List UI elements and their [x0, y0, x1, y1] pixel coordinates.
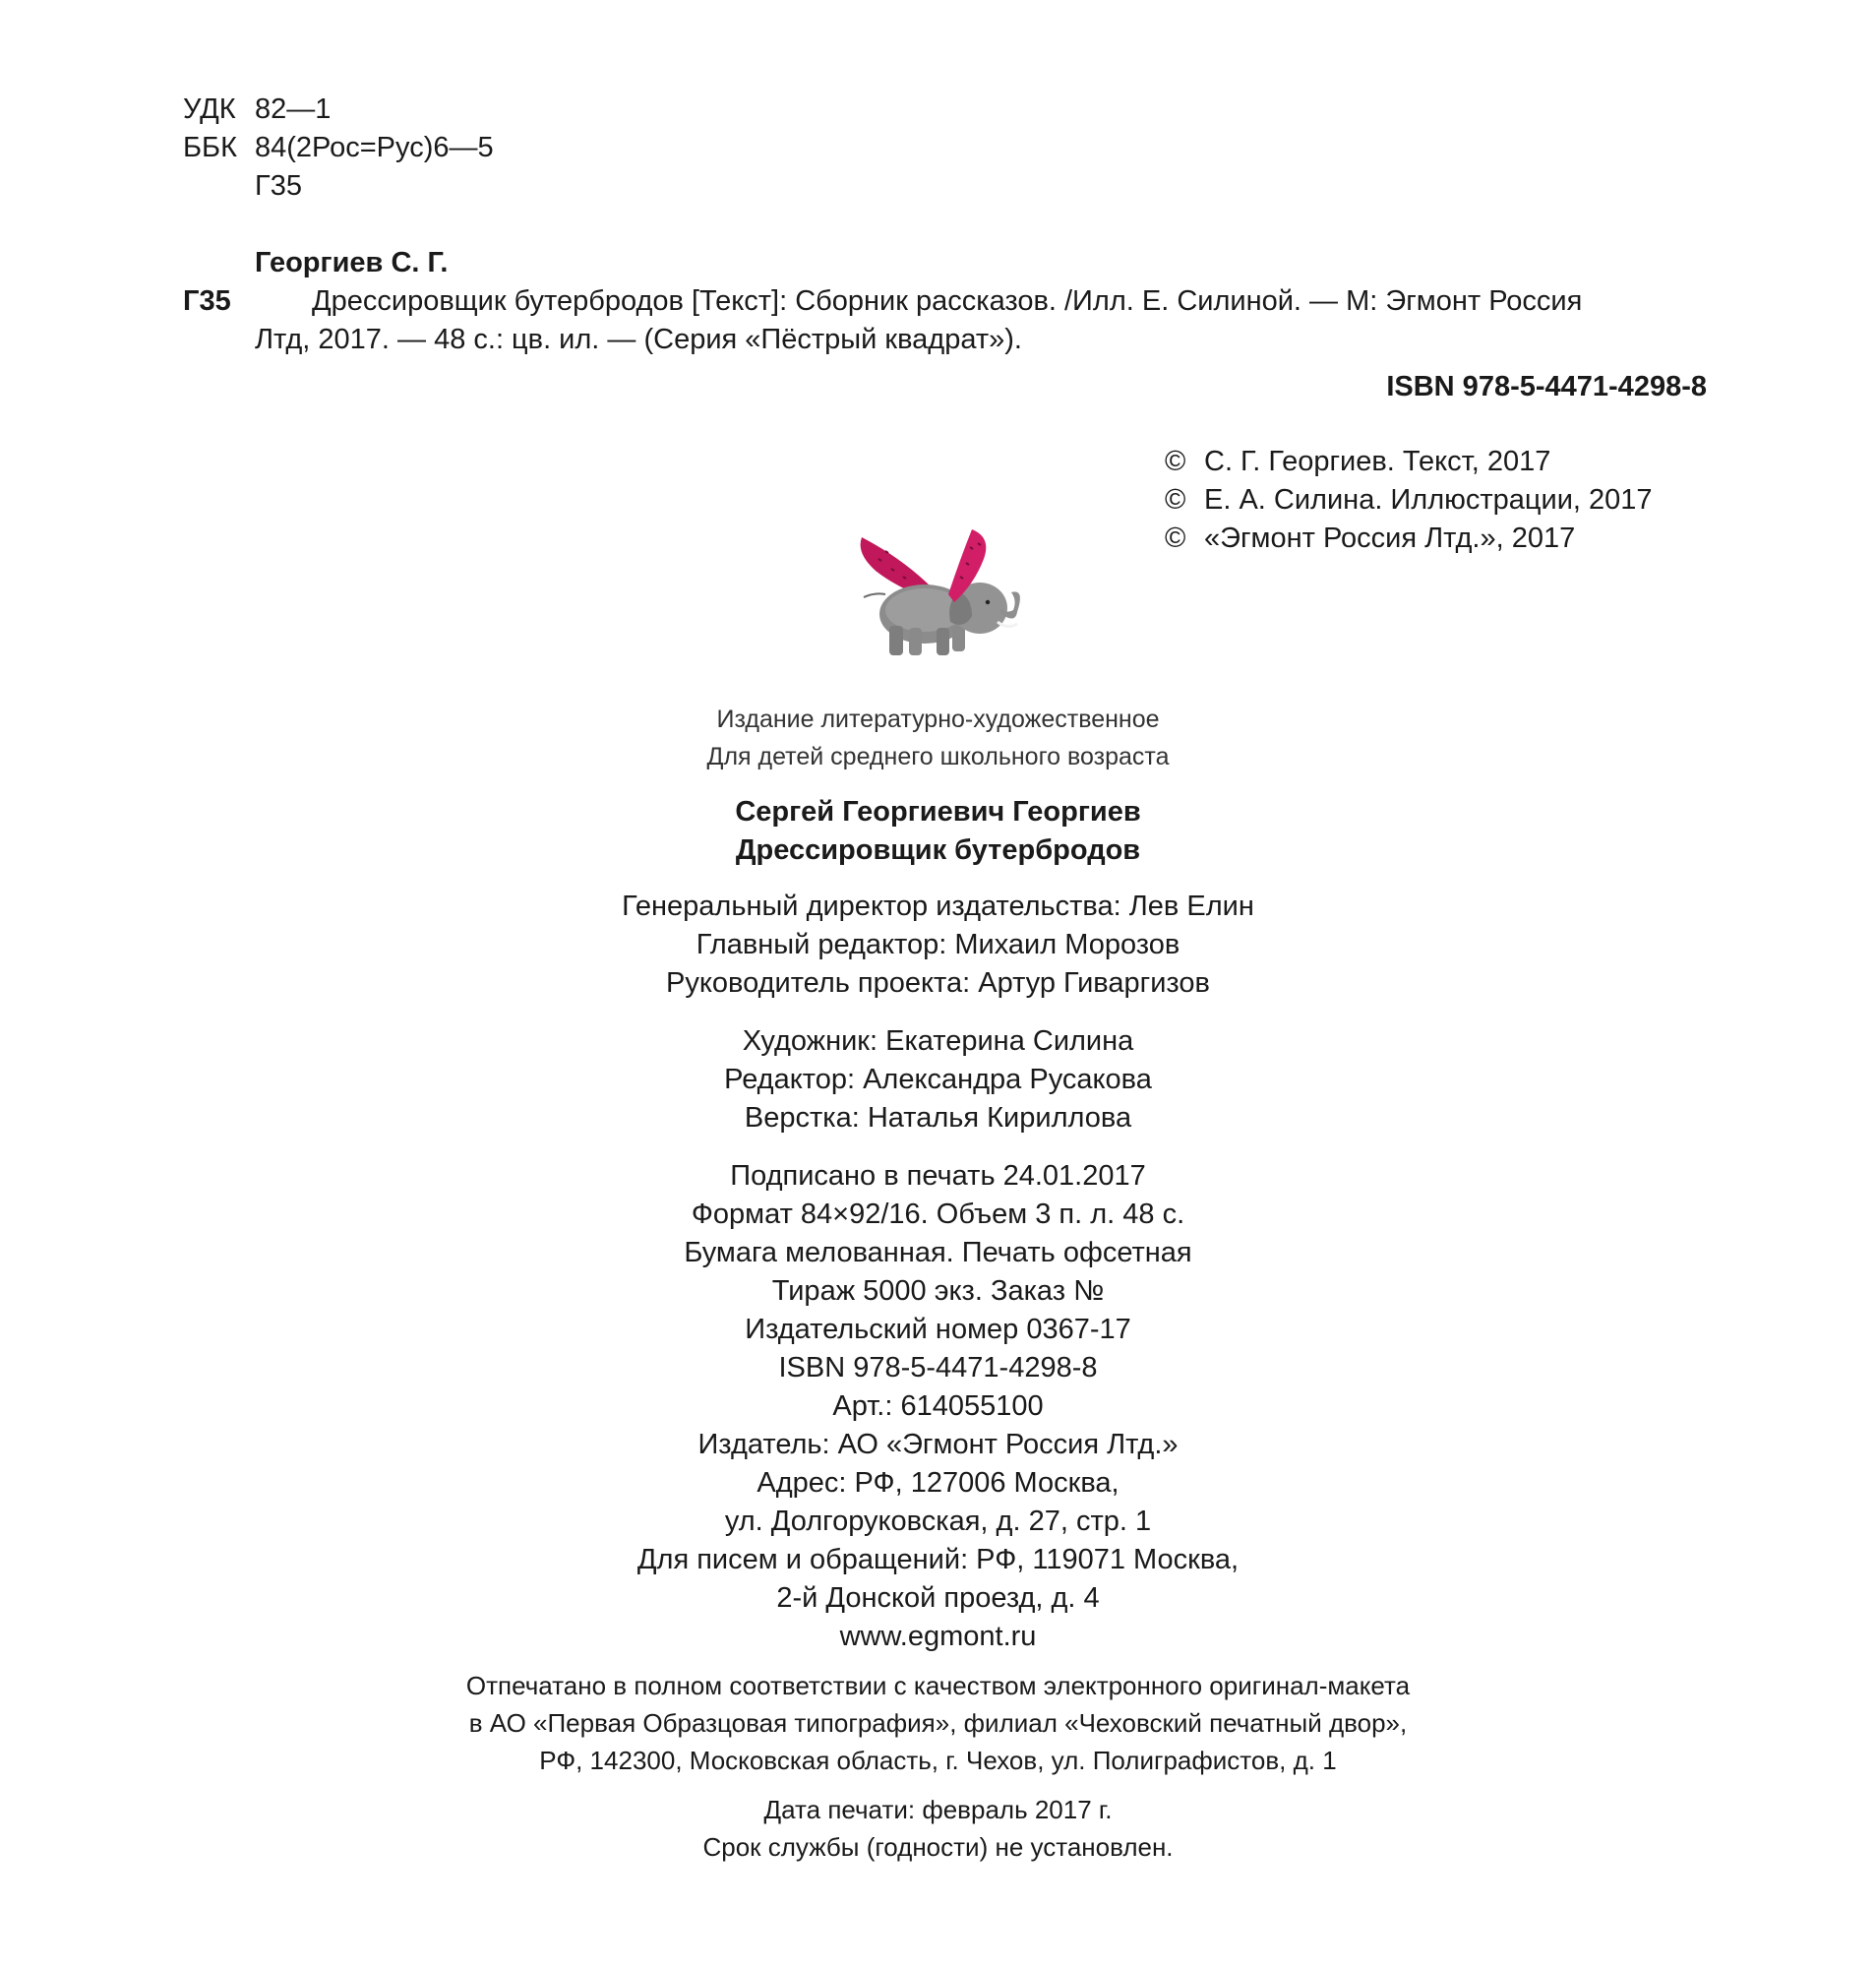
copyright-text: Е. А. Силина. Иллюстрации, 2017 [1204, 484, 1653, 516]
imprint-block [0, 1157, 1876, 1656]
copyright-list [1165, 443, 1653, 558]
staff-block-2 [0, 1022, 1876, 1138]
staff-line: Верстка: Наталья Кириллова [744, 1102, 1132, 1134]
printer-line: в АО «Первая Образцовая типография», филиал «Чеховский печатный двор», [468, 1708, 1408, 1738]
edition-audience: Для детей среднего школьного возраста [706, 743, 1170, 770]
title-block [0, 793, 1876, 870]
copyright-text: С. Г. Георгиев. Текст, 2017 [1204, 446, 1551, 477]
imprint-line: Подписано в печать 24.01.2017 [730, 1160, 1146, 1192]
website: www.egmont.ru [839, 1621, 1037, 1652]
copyright-symbol: © [1165, 523, 1186, 554]
imprint-line: Формат 84×92/16. Объем 3 п. л. 48 с. [691, 1199, 1185, 1230]
printer-block [0, 1667, 1876, 1779]
staff-block-1 [0, 888, 1876, 1003]
copyright-line [1165, 443, 1653, 481]
isbn-heading: ISBN 978-5-4471-4298-8 [1386, 371, 1707, 402]
winged-elephant-icon [834, 520, 1041, 667]
imprint-line: ул. Долгоруковская, д. 27, стр. 1 [724, 1506, 1152, 1537]
staff-line: Художник: Екатерина Силина [742, 1025, 1134, 1057]
staff-line: Руководитель проекта: Артур Гиваргизов [666, 967, 1210, 999]
imprint-line: Адрес: РФ, 127006 Москва, [756, 1467, 1120, 1499]
staff-line: Генеральный директор издательства: Лев Елин [622, 891, 1254, 922]
author-mark: Г35 [255, 170, 302, 202]
bbk-label: ББК [183, 132, 237, 163]
imprint-line: ISBN 978-5-4471-4298-8 [778, 1352, 1098, 1384]
copyright-symbol: © [1165, 446, 1186, 477]
shelf-life: Срок службы (годности) не установлен. [702, 1832, 1174, 1862]
udk-value: 82—1 [255, 93, 332, 125]
copyright-line [1165, 520, 1653, 558]
imprint-line: Бумага мелованная. Печать офсетная [684, 1237, 1192, 1268]
imprint-line: Для писем и обращений: РФ, 119071 Москва, [636, 1544, 1240, 1575]
printer-line: РФ, 142300, Московская область, г. Чехов, ул. Полиграфистов, д. 1 [539, 1746, 1337, 1775]
printer-line: Отпечатано в полном соответствии с качеством электронного оригинал-макета [465, 1671, 1411, 1700]
bibliographic-line-2: Лтд, 2017. — 48 с.: цв. ил. — (Серия «Пёстрый квадрат»). [255, 324, 1022, 355]
imprint-line: Издатель: АО «Эгмонт Россия Лтд.» [697, 1429, 1179, 1460]
author-heading: Георгиев С. Г. [255, 247, 449, 278]
imprint-line: 2-й Донской проезд, д. 4 [776, 1582, 1100, 1614]
left-author-mark: Г35 [183, 285, 231, 317]
copyright-symbol: © [1165, 484, 1186, 516]
imprint-line: Издательский номер 0367-17 [745, 1314, 1131, 1345]
copyright-line [1165, 481, 1653, 520]
staff-line: Редактор: Александра Русакова [724, 1064, 1152, 1095]
print-date: Дата печати: февраль 2017 г. [763, 1795, 1113, 1824]
imprint-line: Тираж 5000 экз. Заказ № [771, 1275, 1105, 1307]
book-title: Дрессировщик бутербродов [735, 834, 1141, 866]
bibliographic-line-1: Дрессировщик бутербродов [Текст]: Сборник рассказов. /Илл. Е. Силиной. — М: Эгмонт Россия [312, 285, 1583, 317]
edition-type: Издание литературно-художественное [716, 706, 1160, 733]
edition-block [0, 701, 1876, 775]
staff-line: Главный редактор: Михаил Морозов [696, 929, 1180, 960]
copyright-text: «Эгмонт Россия Лтд.», 2017 [1204, 523, 1576, 554]
bbk-value: 84(2Рос=Рус)6—5 [255, 132, 494, 163]
print-date-block [0, 1791, 1876, 1866]
udk-label: УДК [183, 93, 236, 125]
author-full-name: Сергей Георгиевич Георгиев [735, 796, 1141, 828]
imprint-line: Арт.: 614055100 [832, 1390, 1044, 1422]
